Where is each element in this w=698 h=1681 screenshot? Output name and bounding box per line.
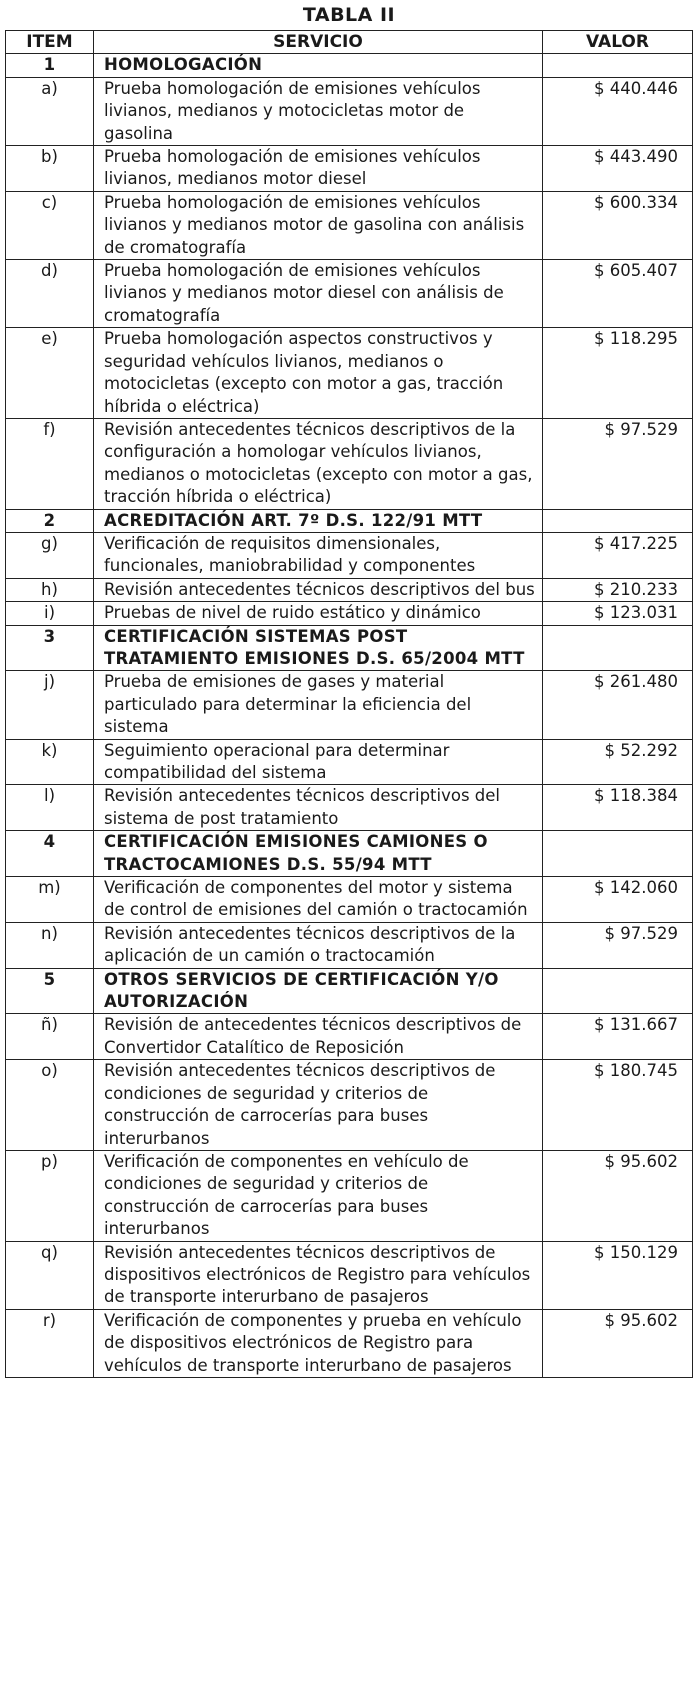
item-cell: ñ) xyxy=(6,1014,94,1060)
valor-cell: $ 417.225 xyxy=(543,532,693,578)
table-row xyxy=(6,1150,693,1241)
servicio-cell: Revisión antecedentes técnicos descriptivos de condiciones de seguridad y criterios de construcción de carrocerías para buses interurbanos xyxy=(94,1060,543,1151)
valor-cell xyxy=(543,54,693,77)
valor-cell: $ 131.667 xyxy=(543,1014,693,1060)
valor-cell: $ 150.129 xyxy=(543,1241,693,1309)
table-row xyxy=(6,1241,693,1309)
item-cell: m) xyxy=(6,877,94,923)
valor-cell: $ 52.292 xyxy=(543,739,693,785)
servicio-cell: Revisión antecedentes técnicos descriptivos de la configuración a homologar vehículos livianos, medianos o motocicletas (excepto con motor a gas, tracción híbrida o eléctrica) xyxy=(94,418,543,509)
table-row xyxy=(6,532,693,578)
item-cell: o) xyxy=(6,1060,94,1151)
table-row xyxy=(6,77,693,145)
fee-table xyxy=(5,30,693,1378)
item-cell: h) xyxy=(6,578,94,601)
valor-cell: $ 118.384 xyxy=(543,785,693,831)
valor-cell: $ 180.745 xyxy=(543,1060,693,1151)
valor-cell: $ 97.529 xyxy=(543,922,693,968)
servicio-cell: HOMOLOGACIÓN xyxy=(94,54,543,77)
valor-cell: $ 97.529 xyxy=(543,418,693,509)
table-row xyxy=(6,602,693,625)
table-row xyxy=(6,191,693,259)
table-body xyxy=(6,54,693,1378)
item-cell: b) xyxy=(6,146,94,192)
servicio-cell: Seguimiento operacional para determinar compatibilidad del sistema xyxy=(94,739,543,785)
servicio-cell: Revisión antecedentes técnicos descriptivos del bus xyxy=(94,578,543,601)
valor-cell xyxy=(543,968,693,1014)
table-row xyxy=(6,578,693,601)
item-cell: 3 xyxy=(6,625,94,671)
servicio-cell: Prueba homologación de emisiones vehículos livianos y medianos motor diesel con análisis de cromatografía xyxy=(94,260,543,328)
servicio-cell: OTROS SERVICIOS DE CERTIFICACIÓN Y/O AUTORIZACIÓN xyxy=(94,968,543,1014)
servicio-cell: Verificación de componentes y prueba en vehículo de dispositivos electrónicos de Registro para vehículos de transporte interurbano de pasajeros xyxy=(94,1309,543,1377)
item-cell: q) xyxy=(6,1241,94,1309)
valor-cell: $ 95.602 xyxy=(543,1309,693,1377)
item-cell: l) xyxy=(6,785,94,831)
servicio-cell: Prueba de emisiones de gases y material particulado para determinar la eficiencia del sistema xyxy=(94,671,543,739)
item-cell: p) xyxy=(6,1150,94,1241)
item-cell: f) xyxy=(6,418,94,509)
table-row xyxy=(6,877,693,923)
table-row xyxy=(6,1060,693,1151)
servicio-cell: ACREDITACIÓN ART. 7º D.S. 122/91 MTT xyxy=(94,509,543,532)
table-title: TABLA II xyxy=(302,4,396,26)
valor-cell xyxy=(543,625,693,671)
section-row xyxy=(6,54,693,77)
table-row xyxy=(6,260,693,328)
valor-cell xyxy=(543,831,693,877)
item-cell: n) xyxy=(6,922,94,968)
valor-cell xyxy=(543,509,693,532)
servicio-cell: Prueba homologación de emisiones vehículos livianos, medianos y motocicletas motor de gasolina xyxy=(94,77,543,145)
item-cell: 2 xyxy=(6,509,94,532)
table-row xyxy=(6,146,693,192)
valor-cell: $ 443.490 xyxy=(543,146,693,192)
item-cell: 1 xyxy=(6,54,94,77)
item-cell: 4 xyxy=(6,831,94,877)
item-cell: j) xyxy=(6,671,94,739)
item-cell: a) xyxy=(6,77,94,145)
servicio-cell: Revisión antecedentes técnicos descriptivos de dispositivos electrónicos de Registro para vehículos de transporte interurbano de pasajeros xyxy=(94,1241,543,1309)
table-row xyxy=(6,328,693,419)
item-cell: c) xyxy=(6,191,94,259)
item-cell: d) xyxy=(6,260,94,328)
item-cell: 5 xyxy=(6,968,94,1014)
valor-cell: $ 600.334 xyxy=(543,191,693,259)
section-row xyxy=(6,831,693,877)
servicio-cell: Revisión antecedentes técnicos descriptivos del sistema de post tratamiento xyxy=(94,785,543,831)
header-valor: VALOR xyxy=(543,31,693,54)
servicio-cell: Verificación de requisitos dimensionales, funcionales, maniobrabilidad y componentes xyxy=(94,532,543,578)
valor-cell: $ 261.480 xyxy=(543,671,693,739)
header-servicio: SERVICIO xyxy=(94,31,543,54)
table-row xyxy=(6,1014,693,1060)
table-row xyxy=(6,418,693,509)
valor-cell: $ 123.031 xyxy=(543,602,693,625)
section-row xyxy=(6,625,693,671)
servicio-cell: Prueba homologación de emisiones vehículos livianos y medianos motor de gasolina con análisis de cromatografía xyxy=(94,191,543,259)
table-row xyxy=(6,1309,693,1377)
valor-cell: $ 95.602 xyxy=(543,1150,693,1241)
table-row xyxy=(6,785,693,831)
servicio-cell: Revisión antecedentes técnicos descriptivos de la aplicación de un camión o tractocamión xyxy=(94,922,543,968)
table-row xyxy=(6,922,693,968)
valor-cell: $ 210.233 xyxy=(543,578,693,601)
valor-cell: $ 118.295 xyxy=(543,328,693,419)
servicio-cell: CERTIFICACIÓN EMISIONES CAMIONES O TRACTOCAMIONES D.S. 55/94 MTT xyxy=(94,831,543,877)
servicio-cell: CERTIFICACIÓN SISTEMAS POST TRATAMIENTO EMISIONES D.S. 65/2004 MTT xyxy=(94,625,543,671)
header-item: ITEM xyxy=(6,31,94,54)
header-row xyxy=(6,31,693,54)
valor-cell: $ 605.407 xyxy=(543,260,693,328)
servicio-cell: Prueba homologación de emisiones vehículos livianos, medianos motor diesel xyxy=(94,146,543,192)
servicio-cell: Verificación de componentes del motor y sistema de control de emisiones del camión o tractocamión xyxy=(94,877,543,923)
table-row xyxy=(6,671,693,739)
item-cell: e) xyxy=(6,328,94,419)
servicio-cell: Pruebas de nivel de ruido estático y dinámico xyxy=(94,602,543,625)
item-cell: g) xyxy=(6,532,94,578)
section-row xyxy=(6,509,693,532)
table-row xyxy=(6,739,693,785)
valor-cell: $ 142.060 xyxy=(543,877,693,923)
item-cell: i) xyxy=(6,602,94,625)
servicio-cell: Verificación de componentes en vehículo de condiciones de seguridad y criterios de construcción de carrocerías para buses interurbanos xyxy=(94,1150,543,1241)
servicio-cell: Revisión de antecedentes técnicos descriptivos de Convertidor Catalítico de Reposición xyxy=(94,1014,543,1060)
item-cell: r) xyxy=(6,1309,94,1377)
servicio-cell: Prueba homologación aspectos constructivos y seguridad vehículos livianos, medianos o motocicletas (excepto con motor a gas, tracción híbrida o eléctrica) xyxy=(94,328,543,419)
section-row xyxy=(6,968,693,1014)
valor-cell: $ 440.446 xyxy=(543,77,693,145)
item-cell: k) xyxy=(6,739,94,785)
